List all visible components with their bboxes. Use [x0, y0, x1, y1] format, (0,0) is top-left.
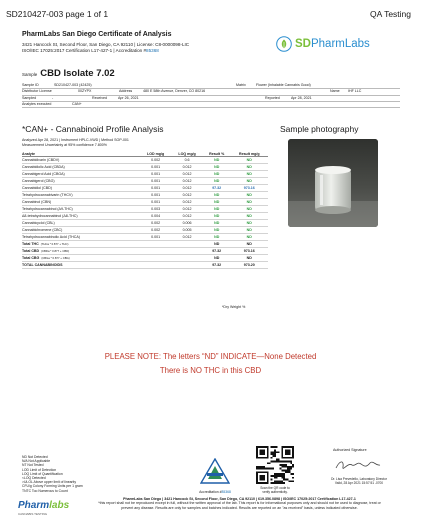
- analyte-value: 0.004: [140, 213, 171, 220]
- analyte-value: 0.6: [171, 157, 203, 164]
- meta-row: [22, 102, 400, 108]
- sdpharmlabs-logo: [276, 36, 370, 52]
- analyte-value: ND: [231, 157, 268, 164]
- legend-item: >ULOL Above upper limit of linearity: [22, 480, 77, 485]
- logo-text: [295, 38, 370, 50]
- logo-pharmlabs: PharmLabs: [310, 38, 370, 50]
- analyte-value: ND: [203, 227, 231, 234]
- table-row: [22, 171, 268, 178]
- legend-item: TNTC Too Numerous to Count: [22, 488, 68, 493]
- meta-label: Distributor License: [22, 89, 52, 94]
- qr-code[interactable]: [256, 446, 294, 484]
- total-value: 97.32: [203, 262, 231, 269]
- total-formula: (THCa * 0.877 + THC): [40, 241, 69, 246]
- footer-tagline: CANNABIS TESTING: [18, 512, 48, 516]
- table-row: [22, 206, 268, 213]
- name-value: IHF LLC: [348, 89, 362, 94]
- analyte-value: 0.012: [171, 185, 203, 192]
- analyte-value: ND: [203, 213, 231, 220]
- matrix-value: Flower (Inhalable Cannabis Good): [256, 83, 311, 87]
- total-label: [22, 262, 140, 269]
- signature-date: Valid, 28 Apr 2021 15:57:51 -0700: [334, 481, 384, 485]
- footer-logo-a: Pharm: [18, 500, 50, 511]
- analyte-value: ND: [231, 192, 268, 199]
- table-row: [22, 234, 268, 241]
- table-row: [22, 227, 268, 234]
- legend-item: NT Not Tested: [22, 463, 44, 468]
- total-label-text: Total CBD: [22, 248, 40, 253]
- analyte-value: 0.005: [171, 227, 203, 234]
- meta-label: Name: [330, 89, 340, 94]
- signature-title: Authorized Signature: [333, 448, 367, 452]
- table-row: [22, 199, 268, 206]
- analyte-value: 97.32: [203, 185, 231, 192]
- table-row: [22, 213, 268, 220]
- profile-title: *CAN+ - Cannabinoid Profile Analysis: [22, 124, 164, 134]
- analyte-value: 0.012: [171, 164, 203, 171]
- accreditation-seal: [185, 458, 245, 494]
- analyte-value: 0.001: [140, 234, 171, 241]
- analyte-value: 0.001: [140, 171, 171, 178]
- analyte-value: ND: [203, 178, 231, 185]
- footer-logo-b: labs: [49, 500, 70, 511]
- meta-label: Address: [119, 89, 133, 94]
- lab-address-line2: [22, 48, 252, 54]
- analyte-value: ND: [231, 206, 268, 213]
- sample-name: CBD Isolate 7.02: [40, 68, 115, 79]
- analyte-value: ND: [203, 199, 231, 206]
- total-label: [22, 241, 140, 248]
- column-header: LOQ mg/g: [171, 151, 203, 157]
- signatory-name: Dr. Lisa Prevedello, Laboratory Director: [331, 477, 387, 481]
- total-value: 973.16: [231, 248, 268, 255]
- analyte-name: Tetrahydrocannabivarin (THCV): [22, 192, 140, 199]
- analytes-value: CAN+: [72, 101, 82, 106]
- seal-accreditation-number: 85368: [221, 490, 231, 494]
- analyzed-line: Analyzed Apr 28, 2021 | Instrument HPLC-VWD | Method SOP-001: [22, 138, 129, 142]
- sample-id-value: SD210427-003 (42425): [54, 83, 92, 87]
- total-row: [22, 255, 268, 262]
- analyte-value: ND: [203, 164, 231, 171]
- column-header: Result %: [203, 151, 231, 157]
- total-value: 97.32: [203, 248, 231, 255]
- sample-heading: [22, 68, 115, 79]
- pjla-seal-icon: [200, 458, 230, 484]
- seal-caption: [185, 490, 245, 494]
- analyte-value: ND: [203, 157, 231, 164]
- total-value: ND: [231, 255, 268, 262]
- notice-line-2: There is NO THC in this CBD: [159, 366, 262, 375]
- meta-label: Matrix: [236, 83, 246, 87]
- column-header: Analyte: [22, 151, 140, 157]
- qa-testing-label: QA Testing: [370, 9, 411, 19]
- analyte-value: 0.012: [171, 199, 203, 206]
- logo-leaf-icon: [276, 36, 292, 52]
- table-row: [22, 178, 268, 185]
- sample-photo: [288, 139, 378, 227]
- analyte-value: 0.001: [140, 164, 171, 171]
- reported-value: Apr 28, 2021: [291, 95, 312, 100]
- qr-caption: [244, 487, 306, 495]
- analyte-name: Cannabicyclol (CBL): [22, 220, 140, 227]
- total-label-text: Total THC: [22, 241, 39, 246]
- seal-caption-prefix: Accreditation #: [199, 490, 222, 494]
- analyte-value: 0.012: [171, 213, 203, 220]
- analyte-value: 0.001: [140, 192, 171, 199]
- analyte-name: Δ8-tetrahydrocannabinol (Δ8-THC): [22, 213, 140, 220]
- analyte-value: ND: [231, 164, 268, 171]
- document-id: SD210427-003 page 1 of 1: [6, 9, 109, 19]
- table-row: [22, 157, 268, 164]
- analyte-value: ND: [231, 199, 268, 206]
- analyte-name: Tetrahydrocannabinol (Δ9-THC): [22, 206, 140, 213]
- accreditation-prefix: ISO/IEC 17025:2017 Certification L17-427-1 | Accreditation #: [22, 48, 147, 53]
- total-label: [22, 255, 140, 262]
- notice-line-1: PLEASE NOTE: The letters “ND” INDICATE—None Detected: [104, 352, 317, 361]
- analyte-value: ND: [231, 213, 268, 220]
- logo-sd: SD: [295, 38, 311, 50]
- analyte-value: 0.006: [171, 220, 203, 227]
- legend-item: LOD Limit of Detection: [22, 467, 57, 472]
- signature-image: [330, 456, 390, 474]
- table-row: [22, 192, 268, 199]
- meta-label: Reported: [265, 95, 280, 100]
- legend-item: N/A Not Applicable: [22, 459, 51, 464]
- total-row: [22, 241, 268, 248]
- legend-item: <LOQ Detected: [22, 476, 46, 481]
- abbreviation-legend: [22, 455, 83, 493]
- analyte-name: Cannabidiolic Acid (CBDA): [22, 164, 140, 171]
- legend-item: CFU/g Colony Forming Units per 1 gram: [22, 484, 83, 489]
- analyte-name: Tetrahydrocannabinolic Acid (THCA): [22, 234, 140, 241]
- analyte-value: ND: [231, 234, 268, 241]
- analyte-name: Cannabidivarin (CBDV): [22, 157, 140, 164]
- sampled-value: -: [52, 95, 54, 100]
- cannabinoid-table: [22, 151, 268, 269]
- analyte-value: ND: [231, 171, 268, 178]
- meta-label: Received: [92, 95, 107, 100]
- total-label-text: Total CBG: [22, 255, 40, 260]
- address-value: 480 E 58th Avenue, Denver, CO 80216: [143, 89, 206, 94]
- analyte-value: ND: [231, 178, 268, 185]
- analyte-value: 0.001: [140, 199, 171, 206]
- total-value: ND: [231, 241, 268, 248]
- analyte-name: Cannabichromene (CBC): [22, 227, 140, 234]
- sample-label: Sample: [22, 72, 38, 77]
- total-formula: (CBDa * 0.877 + CBD): [41, 248, 70, 253]
- column-header: Result mg/g: [231, 151, 268, 157]
- analyte-value: 0.001: [140, 178, 171, 185]
- table-row: [22, 164, 268, 171]
- analyte-value: 0.002: [140, 220, 171, 227]
- footer-text: [72, 497, 407, 510]
- meta-label: Sampled: [22, 95, 37, 100]
- analyte-value: 0.012: [171, 192, 203, 199]
- total-value: 973.20: [231, 262, 268, 269]
- footer-line: *this report shall not be reproduced except in full, without the written approval of the lab. This report is for informational purposes only and should not be used to diagnose, treat or: [98, 501, 381, 506]
- meta-label: Analytes executed: [22, 101, 52, 106]
- analyte-value: 0.003: [140, 206, 171, 213]
- total-value: ND: [203, 255, 231, 262]
- received-value: Apr 26, 2021: [118, 95, 139, 100]
- analysis-info: [22, 138, 129, 148]
- qr-caption-line: verify authenticity.: [262, 489, 288, 494]
- analyte-value: 0.002: [140, 227, 171, 234]
- distributor-value: 00ZYPX: [78, 89, 92, 94]
- analyte-name: Cannabinol (CBN): [22, 199, 140, 206]
- uncertainty-line: Measurement Uncertainty at 95% confidence 7.800%: [22, 143, 107, 147]
- table-row: [22, 220, 268, 227]
- column-header: LOD mg/g: [140, 151, 171, 157]
- footer-line: prevent any disease. Results are only for samples and batches indicated. Results are reported on an "as received" basis, unless indicated otherwise.: [121, 505, 358, 510]
- legend-item: LOQ Limit of Quantification: [22, 471, 63, 476]
- analyte-name: Cannabidiol (CBD): [22, 185, 140, 192]
- accreditation-number: 85368: [146, 48, 159, 53]
- photo-title: Sample photography: [280, 124, 359, 134]
- analyte-value: 0.012: [171, 178, 203, 185]
- total-label-text: TOTAL CANNABINOIDS: [22, 262, 63, 267]
- analyte-value: 0.012: [171, 234, 203, 241]
- analyte-value: ND: [231, 220, 268, 227]
- dry-weight-note: *Dry Weight %: [222, 305, 246, 309]
- table-row: [22, 185, 268, 192]
- analyte-name: Cannabigerol Acid (CBGA): [22, 171, 140, 178]
- total-row: [22, 248, 268, 255]
- analyte-value: ND: [203, 234, 231, 241]
- analyte-value: ND: [203, 220, 231, 227]
- signatory: [316, 477, 402, 485]
- legend-item: ND Not Detected: [22, 455, 48, 459]
- meta-label: Sample ID: [22, 83, 39, 87]
- total-label: [22, 248, 140, 255]
- analyte-value: ND: [231, 227, 268, 234]
- analyte-value: 0.012: [171, 206, 203, 213]
- total-value: ND: [203, 241, 231, 248]
- analyte-value: 0.012: [171, 171, 203, 178]
- qr-caption-line: Scan the QR code to: [260, 486, 290, 490]
- lab-title: PharmLabs San Diego Certificate of Analysis: [22, 31, 172, 38]
- lab-address-line1: 3421 Hancock St, Second Floor, San Diego, CA 92110 | License: C8-0000098-LIC: [22, 42, 190, 47]
- jar-image: [288, 139, 378, 227]
- analyte-value: ND: [203, 171, 231, 178]
- analyte-value: ND: [203, 192, 231, 199]
- analyte-name: Cannabigerol (CBG): [22, 178, 140, 185]
- sample-metadata: [22, 83, 400, 108]
- lab-address: [22, 42, 252, 54]
- analyte-value: 0.002: [140, 157, 171, 164]
- analyte-value: 0.001: [140, 185, 171, 192]
- footer-logo: [18, 500, 69, 511]
- total-row: [22, 262, 268, 269]
- analyte-value: 973.16: [231, 185, 268, 192]
- analyte-value: ND: [203, 206, 231, 213]
- footer-line: PharmLabs San Diego | 3421 Hancock St, Second Floor, San Diego, CA 92110 | 619.356.0898 | ISO/IEC 17025:2017 Certification L17-427-1: [123, 497, 356, 501]
- total-formula: (CBGa * 0.877 + CBG): [41, 255, 70, 260]
